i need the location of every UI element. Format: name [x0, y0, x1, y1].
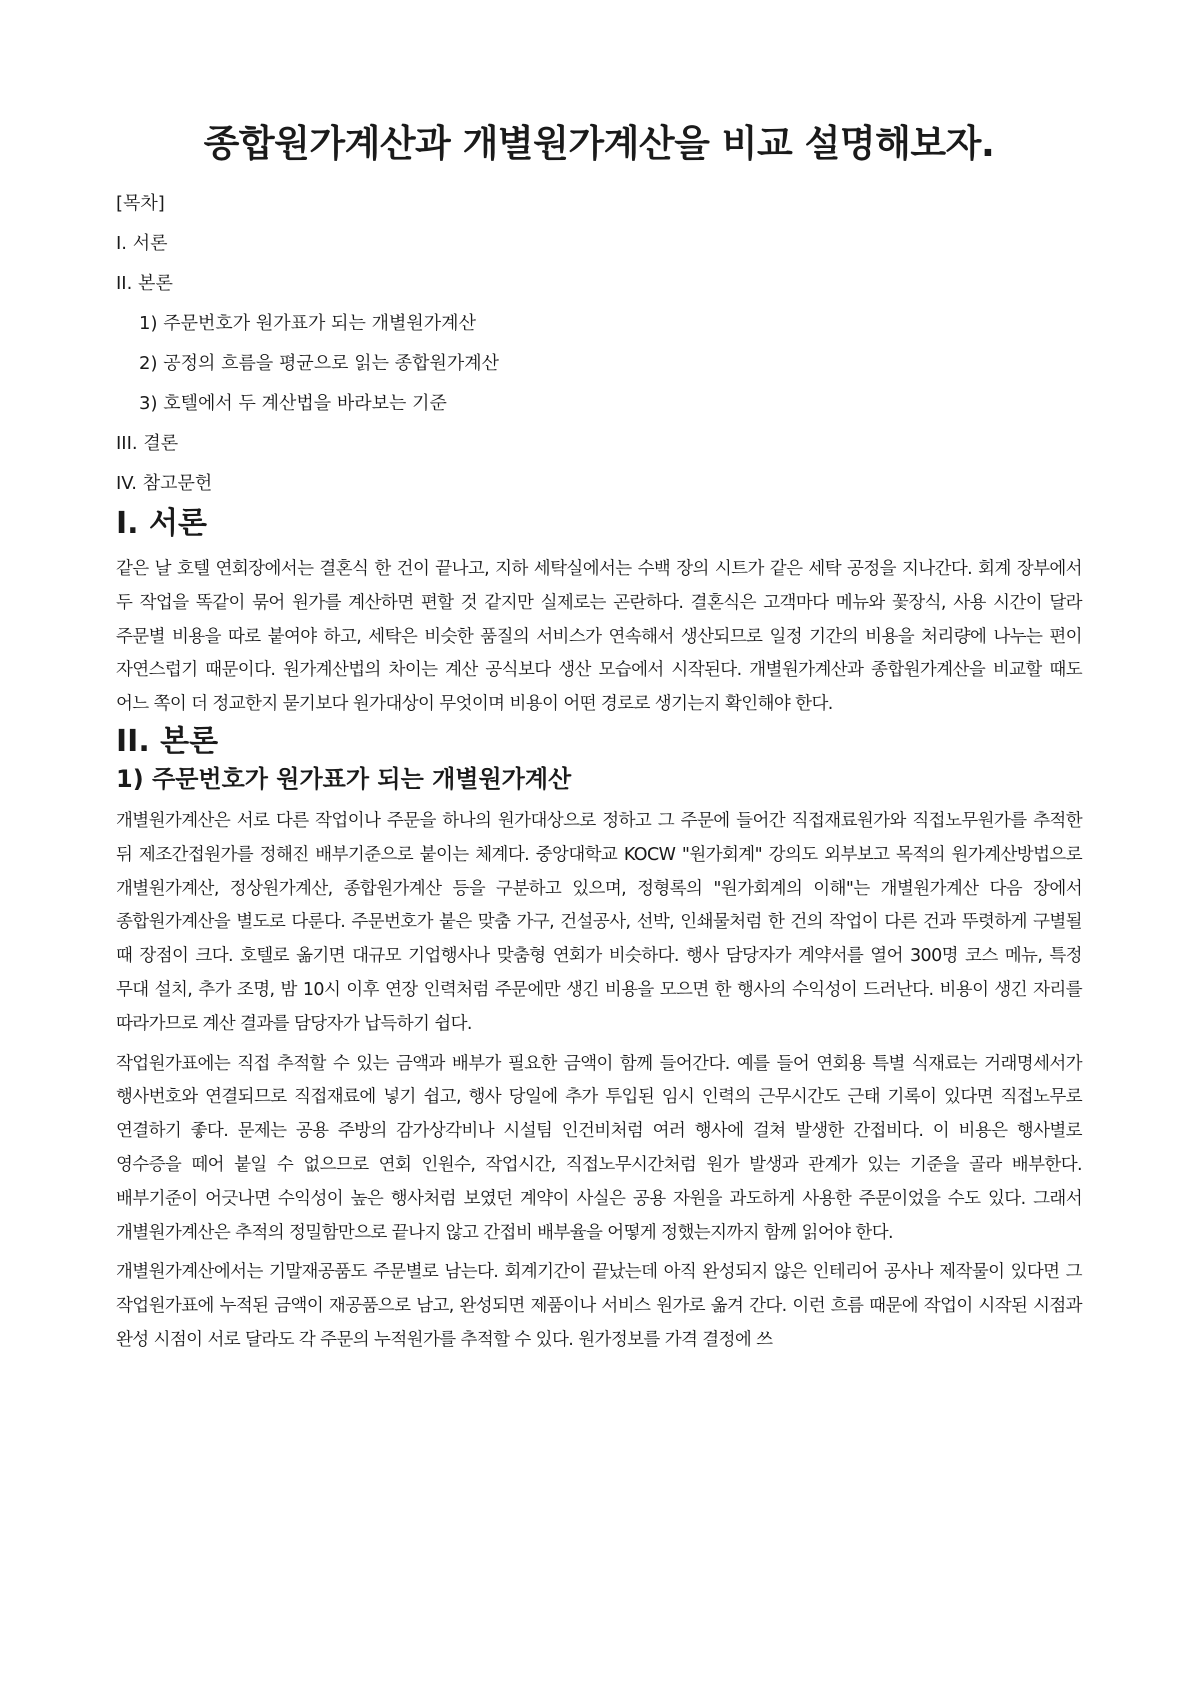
- section1-paragraph-1: 개별원가계산은 서로 다른 작업이나 주문을 하나의 원가대상으로 정하고 그 주문에 들어간 직접재료원가와 직접노무원가를 추적한 뒤 제조간접원가를 정해진 배부기준으로 붙이는 체계다. 중앙대학교 KOCW "원가회계" 강의도 외부보고 목적의 원가계산방법으로 개별원가계산, 정상원가계산, 종합원가계산 등을 구분하고 있으며, 정형록의 "원가회계의 이해"는 개별원가계산 다음 장에서 종합원가계산을 별도로 다룬다. 주문번호가 붙은 맞춤 가구, 건설공사, 선박, 인쇄물처럼 한 건의 작업이 다른 건과 뚜렷하게 구별될 때 장점이 크다. 호텔로 옮기면 대규모 기업행사나 맞춤형 연회가 비슷하다. 행사 담당자가 계약서를 열어 300명 코스 메뉴, 특정 무대 설치, 추가 조명, 밤 10시 이후 연장 인력처럼 주문에만 생긴 비용을 모으면 한 행사의 수익성이 드러난다. 비용이 생긴 자리를 따라가므로 계산 결과를 담당자가 납득하기 쉽다.: [116, 810, 1082, 1034]
- section1-heading: 1) 주문번호가 원가표가 되는 개별원가계산: [116, 764, 572, 793]
- toc-item-body: II. 본론: [116, 273, 173, 294]
- toc-item-conclusion: III. 결론: [116, 433, 179, 454]
- toc-item-body-3: 3) 호텔에서 두 계산법을 바라보는 기준: [139, 393, 447, 414]
- section1-paragraph-2: 작업원가표에는 직접 추적할 수 있는 금액과 배부가 필요한 금액이 함께 들어간다. 예를 들어 연회용 특별 식재료는 거래명세서가 행사번호와 연결되므로 직접재료에 넣기 쉽고, 행사 당일에 추가 투입된 임시 인력의 근무시간도 근태 기록이 있다면 직접노무로 연결하기 좋다. 문제는 공용 주방의 감가상각비나 시설팀 인건비처럼 여러 행사에 걸쳐 발생한 간접비다. 이 비용은 행사별로 영수증을 떼어 붙일 수 없으므로 연회 인원수, 작업시간, 직접노무시간처럼 원가 발생과 관계가 있는 기준을 골라 배부한다. 배부기준이 어긋나면 수익성이 높은 행사처럼 보였던 계약이 사실은 공용 자원을 과도하게 사용한 주문이었을 수도 있다. 그래서 개별원가계산은 추적의 정밀함만으로 끝나지 않고 간접비 배부율을 어떻게 정했는지까지 함께 읽어야 한다.: [116, 1053, 1082, 1243]
- table-of-contents: [116, 184, 1082, 504]
- toc-item-body-1: 1) 주문번호가 원가표가 되는 개별원가계산: [139, 313, 476, 334]
- intro-paragraph: 같은 날 호텔 연회장에서는 결혼식 한 건이 끝나고, 지하 세탁실에서는 수백 장의 시트가 같은 세탁 공정을 지나간다. 회계 장부에서 두 작업을 똑같이 묶어 원가를 계산하면 편할 것 같지만 실제로는 곤란하다. 결혼식은 고객마다 메뉴와 꽃장식, 사용 시간이 달라 주문별 비용을 따로 붙여야 하고, 세탁은 비슷한 품질의 서비스가 연속해서 생산되므로 일정 기간의 비용을 처리량에 나누는 편이 자연스럽기 때문이다. 원가계산법의 차이는 계산 공식보다 생산 모습에서 시작된다. 개별원가계산과 종합원가계산을 비교할 때도 어느 쪽이 더 정교한지 묻기보다 원가대상이 무엇이며 비용이 어떤 경로로 생기는지 확인해야 한다.: [116, 559, 1082, 715]
- toc-item-intro: I. 서론: [116, 233, 168, 254]
- document-title: 종합원가계산과 개별원가계산을 비교 설명해보자.: [203, 122, 995, 165]
- section1-paragraph-3: 개별원가계산에서는 기말재공품도 주문별로 남는다. 회계기간이 끝났는데 아직 완성되지 않은 인테리어 공사나 제작물이 있다면 그 작업원가표에 누적된 금액이 재공품으로 남고, 완성되면 제품이나 서비스 원가로 옮겨 간다. 이런 흐름 때문에 작업이 시작된 시점과 완성 시점이 서로 달라도 각 주문의 누적원가를 추적할 수 있다. 원가정보를 가격 결정에 쓰: [116, 1262, 1082, 1350]
- toc-item-body-2: 2) 공정의 흐름을 평균으로 읽는 종합원가계산: [139, 353, 500, 374]
- intro-heading: I. 서론: [116, 506, 207, 541]
- toc-heading: [목차]: [116, 193, 165, 214]
- toc-item-references: IV. 참고문헌: [116, 473, 213, 494]
- body-heading: II. 본론: [116, 723, 219, 759]
